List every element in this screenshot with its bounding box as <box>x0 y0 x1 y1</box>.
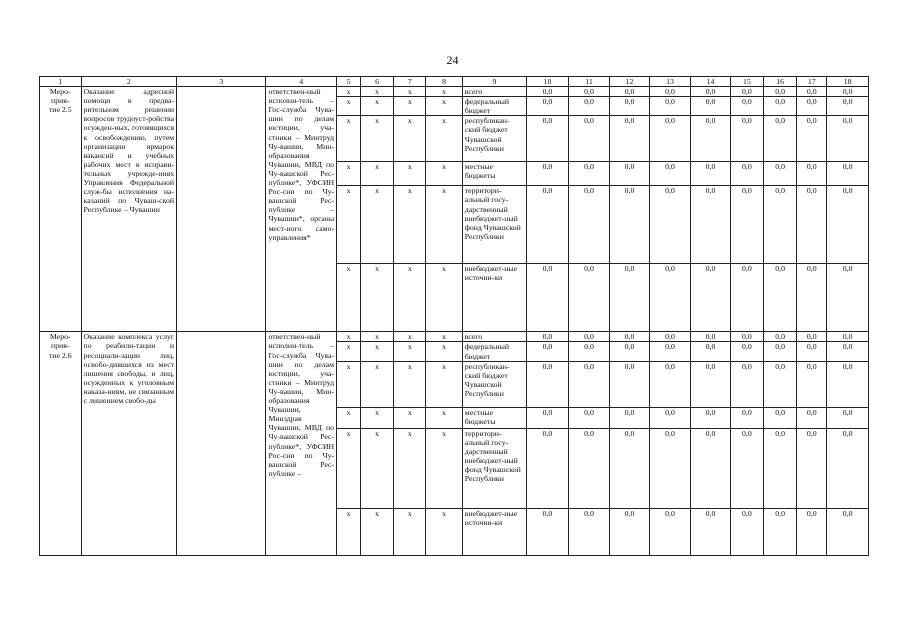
column-number-header: 15 <box>730 77 763 87</box>
value-cell: 0,0 <box>691 162 730 186</box>
measure-column-3 <box>177 87 266 332</box>
value-cell: 0,0 <box>568 361 610 407</box>
value-cell: 0,0 <box>691 332 730 342</box>
mark-cell: x <box>360 342 393 361</box>
value-cell: 0,0 <box>730 508 763 555</box>
funding-source: местные бюджеты <box>462 407 526 428</box>
value-cell: 0,0 <box>797 428 827 508</box>
value-cell: 0,0 <box>763 264 796 332</box>
value-cell: 0,0 <box>649 97 691 116</box>
value-cell: 0,0 <box>797 361 827 407</box>
table-row <box>40 87 869 97</box>
mark-cell: x <box>426 87 462 97</box>
value-cell: 0,0 <box>730 332 763 342</box>
value-cell: 0,0 <box>610 97 649 116</box>
value-cell: 0,0 <box>730 116 763 162</box>
value-cell: 0,0 <box>797 97 827 116</box>
value-cell: 0,0 <box>763 87 796 97</box>
column-number-header: 10 <box>527 77 569 87</box>
value-cell: 0,0 <box>691 97 730 116</box>
mark-cell: x <box>426 361 462 407</box>
measure-description: Оказание комплекса услуг по реабили-тации и ресоциали-зации лиц, освобо-дившихся из мест лишения свободы, и лиц, осужденных к уголовным наказа-ниям, не связанным с лишением свобо-ды <box>81 332 177 555</box>
value-cell: 0,0 <box>610 332 649 342</box>
value-cell: 0,0 <box>691 361 730 407</box>
value-cell: 0,0 <box>610 186 649 264</box>
value-cell: 0,0 <box>568 87 610 97</box>
value-cell: 0,0 <box>730 428 763 508</box>
value-cell: 0,0 <box>649 342 691 361</box>
mark-cell: x <box>394 428 426 508</box>
column-number-header: 8 <box>426 77 462 87</box>
mark-cell: x <box>360 116 393 162</box>
mark-cell: x <box>337 508 361 555</box>
column-number-header: 1 <box>40 77 82 87</box>
column-number-header: 18 <box>827 77 869 87</box>
mark-cell: x <box>394 508 426 555</box>
funding-source: внебюджет-ные источни-ки <box>462 264 526 332</box>
mark-cell: x <box>337 116 361 162</box>
value-cell: 0,0 <box>568 342 610 361</box>
mark-cell: x <box>337 186 361 264</box>
column-number-header: 3 <box>177 77 266 87</box>
value-cell: 0,0 <box>527 116 569 162</box>
funding-source: республикан-ский бюджет Чувашской Республики <box>462 361 526 407</box>
value-cell: 0,0 <box>649 361 691 407</box>
value-cell: 0,0 <box>827 264 869 332</box>
value-cell: 0,0 <box>763 97 796 116</box>
value-cell: 0,0 <box>527 97 569 116</box>
mark-cell: x <box>337 361 361 407</box>
value-cell: 0,0 <box>763 162 796 186</box>
measure-responsible: ответствен-ный исполни-тель – Гос-служба Чува-шии по делам юстиции, уча-стники – Минтруд Чу-вашии, Мин-образования Чувашии, Минздрав Чувашии, МВД по Чу-вашской Рес-публике*, УФСИН Рос-сии по Чу-вашской Рес-публике – <box>266 332 337 555</box>
funding-source: республикан-ский бюджет Чувашской Республики <box>462 116 526 162</box>
mark-cell: x <box>360 264 393 332</box>
value-cell: 0,0 <box>797 162 827 186</box>
mark-cell: x <box>394 186 426 264</box>
mark-cell: x <box>360 186 393 264</box>
value-cell: 0,0 <box>527 508 569 555</box>
value-cell: 0,0 <box>649 332 691 342</box>
budget-table <box>39 76 869 556</box>
value-cell: 0,0 <box>763 342 796 361</box>
value-cell: 0,0 <box>649 428 691 508</box>
funding-source: всего <box>462 87 526 97</box>
measure-responsible: ответствен-ный исполни-тель – Гос-служба Чува-шии по делам юстиции, уча-стники – Минтруд Чу-вашии, Мин-образования Чувашии, МВД по Чу-вашской Рес-публике*, УФСИН Рос-сии по Чу-вашской Рес-публике – Чувашии*, органы мест-ного само-управления* <box>266 87 337 332</box>
mark-cell: x <box>394 361 426 407</box>
value-cell: 0,0 <box>610 87 649 97</box>
value-cell: 0,0 <box>763 116 796 162</box>
value-cell: 0,0 <box>691 116 730 162</box>
value-cell: 0,0 <box>527 332 569 342</box>
value-cell: 0,0 <box>763 407 796 428</box>
mark-cell: x <box>337 332 361 342</box>
mark-cell: x <box>360 97 393 116</box>
mark-cell: x <box>426 264 462 332</box>
value-cell: 0,0 <box>827 342 869 361</box>
value-cell: 0,0 <box>827 116 869 162</box>
column-number-header: 11 <box>568 77 610 87</box>
value-cell: 0,0 <box>691 264 730 332</box>
mark-cell: x <box>426 508 462 555</box>
value-cell: 0,0 <box>527 162 569 186</box>
mark-cell: x <box>337 97 361 116</box>
value-cell: 0,0 <box>797 407 827 428</box>
funding-source: федеральный бюджет <box>462 342 526 361</box>
value-cell: 0,0 <box>610 264 649 332</box>
funding-source: территори-альный госу-дарственный внебюджет-ный фонд Чувашской Республики <box>462 428 526 508</box>
column-number-header: 2 <box>81 77 177 87</box>
value-cell: 0,0 <box>763 332 796 342</box>
mark-cell: x <box>360 332 393 342</box>
value-cell: 0,0 <box>568 428 610 508</box>
mark-cell: x <box>360 87 393 97</box>
column-number-header: 13 <box>649 77 691 87</box>
value-cell: 0,0 <box>691 428 730 508</box>
value-cell: 0,0 <box>649 186 691 264</box>
value-cell: 0,0 <box>730 407 763 428</box>
value-cell: 0,0 <box>763 186 796 264</box>
funding-source: всего <box>462 332 526 342</box>
value-cell: 0,0 <box>827 186 869 264</box>
value-cell: 0,0 <box>649 162 691 186</box>
value-cell: 0,0 <box>797 116 827 162</box>
value-cell: 0,0 <box>691 87 730 97</box>
value-cell: 0,0 <box>730 162 763 186</box>
value-cell: 0,0 <box>568 332 610 342</box>
mark-cell: x <box>360 162 393 186</box>
value-cell: 0,0 <box>827 407 869 428</box>
column-number-header: 17 <box>797 77 827 87</box>
value-cell: 0,0 <box>610 508 649 555</box>
funding-source: федеральный бюджет <box>462 97 526 116</box>
funding-source: местные бюджеты <box>462 162 526 186</box>
value-cell: 0,0 <box>568 264 610 332</box>
value-cell: 0,0 <box>691 186 730 264</box>
value-cell: 0,0 <box>610 407 649 428</box>
value-cell: 0,0 <box>610 162 649 186</box>
mark-cell: x <box>394 87 426 97</box>
mark-cell: x <box>426 332 462 342</box>
mark-cell: x <box>426 186 462 264</box>
value-cell: 0,0 <box>730 361 763 407</box>
column-number-header: 12 <box>610 77 649 87</box>
mark-cell: x <box>337 264 361 332</box>
funding-source: внебюджет-ные источни-ки <box>462 508 526 555</box>
measure-description: Оказание адресной помощи в предва-рительном решении вопросов трудоуст-ройства осужден-ных, готовящихся к освобождению, путем организации ярмарок вакансий и учебных рабочих мест в исправи-тельных учрежде-ниях Управления Федеральной служ-бы исполнения на-казаний по Чуваш-ской Республике – Чувашии <box>81 87 177 332</box>
mark-cell: x <box>426 162 462 186</box>
column-number-header: 7 <box>394 77 426 87</box>
mark-cell: x <box>337 87 361 97</box>
value-cell: 0,0 <box>649 407 691 428</box>
mark-cell: x <box>337 428 361 508</box>
value-cell: 0,0 <box>568 97 610 116</box>
value-cell: 0,0 <box>568 186 610 264</box>
funding-source: территори-альный госу-дарственный внебюджет-ный фонд Чувашской Республики <box>462 186 526 264</box>
value-cell: 0,0 <box>568 508 610 555</box>
value-cell: 0,0 <box>610 116 649 162</box>
column-number-header: 4 <box>266 77 337 87</box>
mark-cell: x <box>360 407 393 428</box>
column-number-header: 16 <box>763 77 796 87</box>
value-cell: 0,0 <box>763 428 796 508</box>
value-cell: 0,0 <box>568 162 610 186</box>
value-cell: 0,0 <box>568 407 610 428</box>
mark-cell: x <box>426 97 462 116</box>
table-row <box>40 332 869 342</box>
column-number-header: 5 <box>337 77 361 87</box>
value-cell: 0,0 <box>797 264 827 332</box>
mark-cell: x <box>394 116 426 162</box>
value-cell: 0,0 <box>827 97 869 116</box>
value-cell: 0,0 <box>610 361 649 407</box>
mark-cell: x <box>426 428 462 508</box>
value-cell: 0,0 <box>827 428 869 508</box>
value-cell: 0,0 <box>763 361 796 407</box>
value-cell: 0,0 <box>527 407 569 428</box>
value-cell: 0,0 <box>691 508 730 555</box>
value-cell: 0,0 <box>797 186 827 264</box>
value-cell: 0,0 <box>730 342 763 361</box>
mark-cell: x <box>360 508 393 555</box>
page-number: 24 <box>446 53 459 67</box>
mark-cell: x <box>394 162 426 186</box>
value-cell: 0,0 <box>527 428 569 508</box>
column-number-header: 9 <box>462 77 526 87</box>
value-cell: 0,0 <box>649 87 691 97</box>
value-cell: 0,0 <box>827 361 869 407</box>
value-cell: 0,0 <box>610 342 649 361</box>
mark-cell: x <box>394 407 426 428</box>
measure-id: Меро- прия- тие 2.5 <box>40 87 82 332</box>
mark-cell: x <box>360 428 393 508</box>
value-cell: 0,0 <box>730 186 763 264</box>
value-cell: 0,0 <box>827 162 869 186</box>
mark-cell: x <box>337 342 361 361</box>
mark-cell: x <box>394 264 426 332</box>
value-cell: 0,0 <box>649 508 691 555</box>
value-cell: 0,0 <box>797 342 827 361</box>
mark-cell: x <box>426 116 462 162</box>
value-cell: 0,0 <box>649 264 691 332</box>
value-cell: 0,0 <box>527 87 569 97</box>
value-cell: 0,0 <box>730 87 763 97</box>
value-cell: 0,0 <box>527 264 569 332</box>
mark-cell: x <box>360 361 393 407</box>
value-cell: 0,0 <box>763 508 796 555</box>
mark-cell: x <box>337 162 361 186</box>
value-cell: 0,0 <box>827 87 869 97</box>
mark-cell: x <box>426 407 462 428</box>
value-cell: 0,0 <box>827 508 869 555</box>
header-row <box>40 77 869 87</box>
value-cell: 0,0 <box>610 428 649 508</box>
mark-cell: x <box>394 332 426 342</box>
value-cell: 0,0 <box>797 332 827 342</box>
mark-cell: x <box>394 342 426 361</box>
value-cell: 0,0 <box>797 87 827 97</box>
column-number-header: 6 <box>360 77 393 87</box>
mark-cell: x <box>426 342 462 361</box>
mark-cell: x <box>337 407 361 428</box>
value-cell: 0,0 <box>568 116 610 162</box>
value-cell: 0,0 <box>730 264 763 332</box>
value-cell: 0,0 <box>691 407 730 428</box>
mark-cell: x <box>394 97 426 116</box>
value-cell: 0,0 <box>691 342 730 361</box>
value-cell: 0,0 <box>527 361 569 407</box>
value-cell: 0,0 <box>730 97 763 116</box>
value-cell: 0,0 <box>827 332 869 342</box>
value-cell: 0,0 <box>527 342 569 361</box>
value-cell: 0,0 <box>797 508 827 555</box>
value-cell: 0,0 <box>527 186 569 264</box>
column-number-header: 14 <box>691 77 730 87</box>
measure-column-3 <box>177 332 266 555</box>
measure-id: Меро- прия- тие 2.6 <box>40 332 82 555</box>
value-cell: 0,0 <box>649 116 691 162</box>
